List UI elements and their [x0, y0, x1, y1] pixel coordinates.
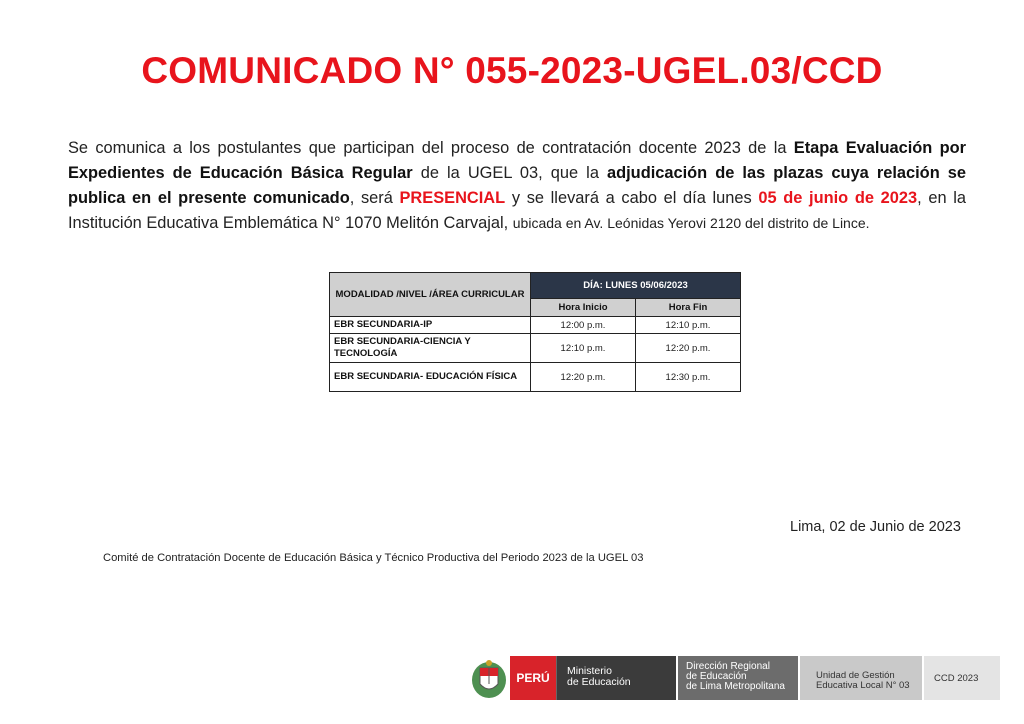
- ugel-line: Educativa Local N° 03: [816, 680, 910, 691]
- institutional-footer: [470, 656, 1000, 702]
- coat-of-arms-icon: [470, 656, 508, 700]
- table-row: [330, 363, 741, 392]
- start-time-header: Hora Inicio: [531, 298, 636, 316]
- body-text-1: Se comunica a los postulantes que participan del proceso de contratación docente 2023 de la: [68, 139, 794, 157]
- ugel-line: Unidad de Gestión: [816, 670, 895, 681]
- schedule-table: [329, 272, 741, 392]
- body-text-2: de la UGEL 03, que la: [412, 164, 607, 182]
- body-text-3: , será: [349, 189, 400, 207]
- dre-line: Dirección Regional: [686, 661, 770, 672]
- table-row: [330, 317, 741, 334]
- row-end: 12:20 p.m.: [636, 334, 741, 363]
- body-text-5: , en la Institución Educativa Emblemática N° 1070 Melitón Carvajal,: [68, 189, 967, 232]
- modality-header: MODALIDAD /NIVEL /ÁREA CURRICULAR: [330, 273, 531, 317]
- row-start: 12:20 p.m.: [531, 363, 636, 392]
- table-row: [330, 334, 741, 363]
- committee-signature: Comité de Contratación Docente de Educación Básica y Técnico Productiva del Periodo 2023 de la UGEL 03: [103, 552, 644, 564]
- page-title: COMUNICADO N° 055-2023-UGEL.03/CCD: [141, 50, 883, 91]
- body-red-date: 05 de junio de 2023: [758, 189, 918, 207]
- row-start: 12:00 p.m.: [531, 317, 636, 334]
- ministry-line: Ministerio: [567, 665, 612, 677]
- ministry-brand: [556, 656, 676, 700]
- body-red-presencial: PRESENCIAL: [399, 189, 506, 207]
- row-end: 12:10 p.m.: [636, 317, 741, 334]
- ministry-line: de Educación: [567, 676, 631, 688]
- row-start: 12:10 p.m.: [531, 334, 636, 363]
- peru-brand: PERÚ: [510, 656, 556, 700]
- row-end: 12:30 p.m.: [636, 363, 741, 392]
- announcement-paragraph: [68, 136, 966, 236]
- row-label: EBR SECUNDARIA-IP: [330, 317, 531, 334]
- row-label: EBR SECUNDARIA- EDUCACIÓN FÍSICA: [330, 363, 531, 392]
- signature-date: Lima, 02 de Junio de 2023: [790, 519, 961, 535]
- end-time-header: Hora Fin: [636, 298, 741, 316]
- ccd-brand: CCD 2023: [924, 656, 1000, 700]
- body-bold-1: Etapa Evaluación por Expedientes de Educación Básica Regular: [68, 139, 966, 182]
- regional-directorate-brand: [678, 656, 798, 700]
- body-address: ubicada en Av. Leónidas Yerovi 2120 del distrito de Lince.: [512, 215, 870, 231]
- body-text-4: y se llevará a cabo el día lunes: [505, 189, 759, 207]
- ugel-brand: [800, 656, 922, 700]
- day-header: DÍA: LUNES 05/06/2023: [531, 273, 741, 299]
- body-bold-2: adjudicación de las plazas cuya relación se publica en el presente comunicado: [68, 164, 966, 207]
- dre-line: de Lima Metropolitana: [686, 681, 785, 692]
- dre-line: de Educación: [686, 671, 747, 682]
- row-label: EBR SECUNDARIA-CIENCIA Y TECNOLOGÍA: [330, 334, 531, 363]
